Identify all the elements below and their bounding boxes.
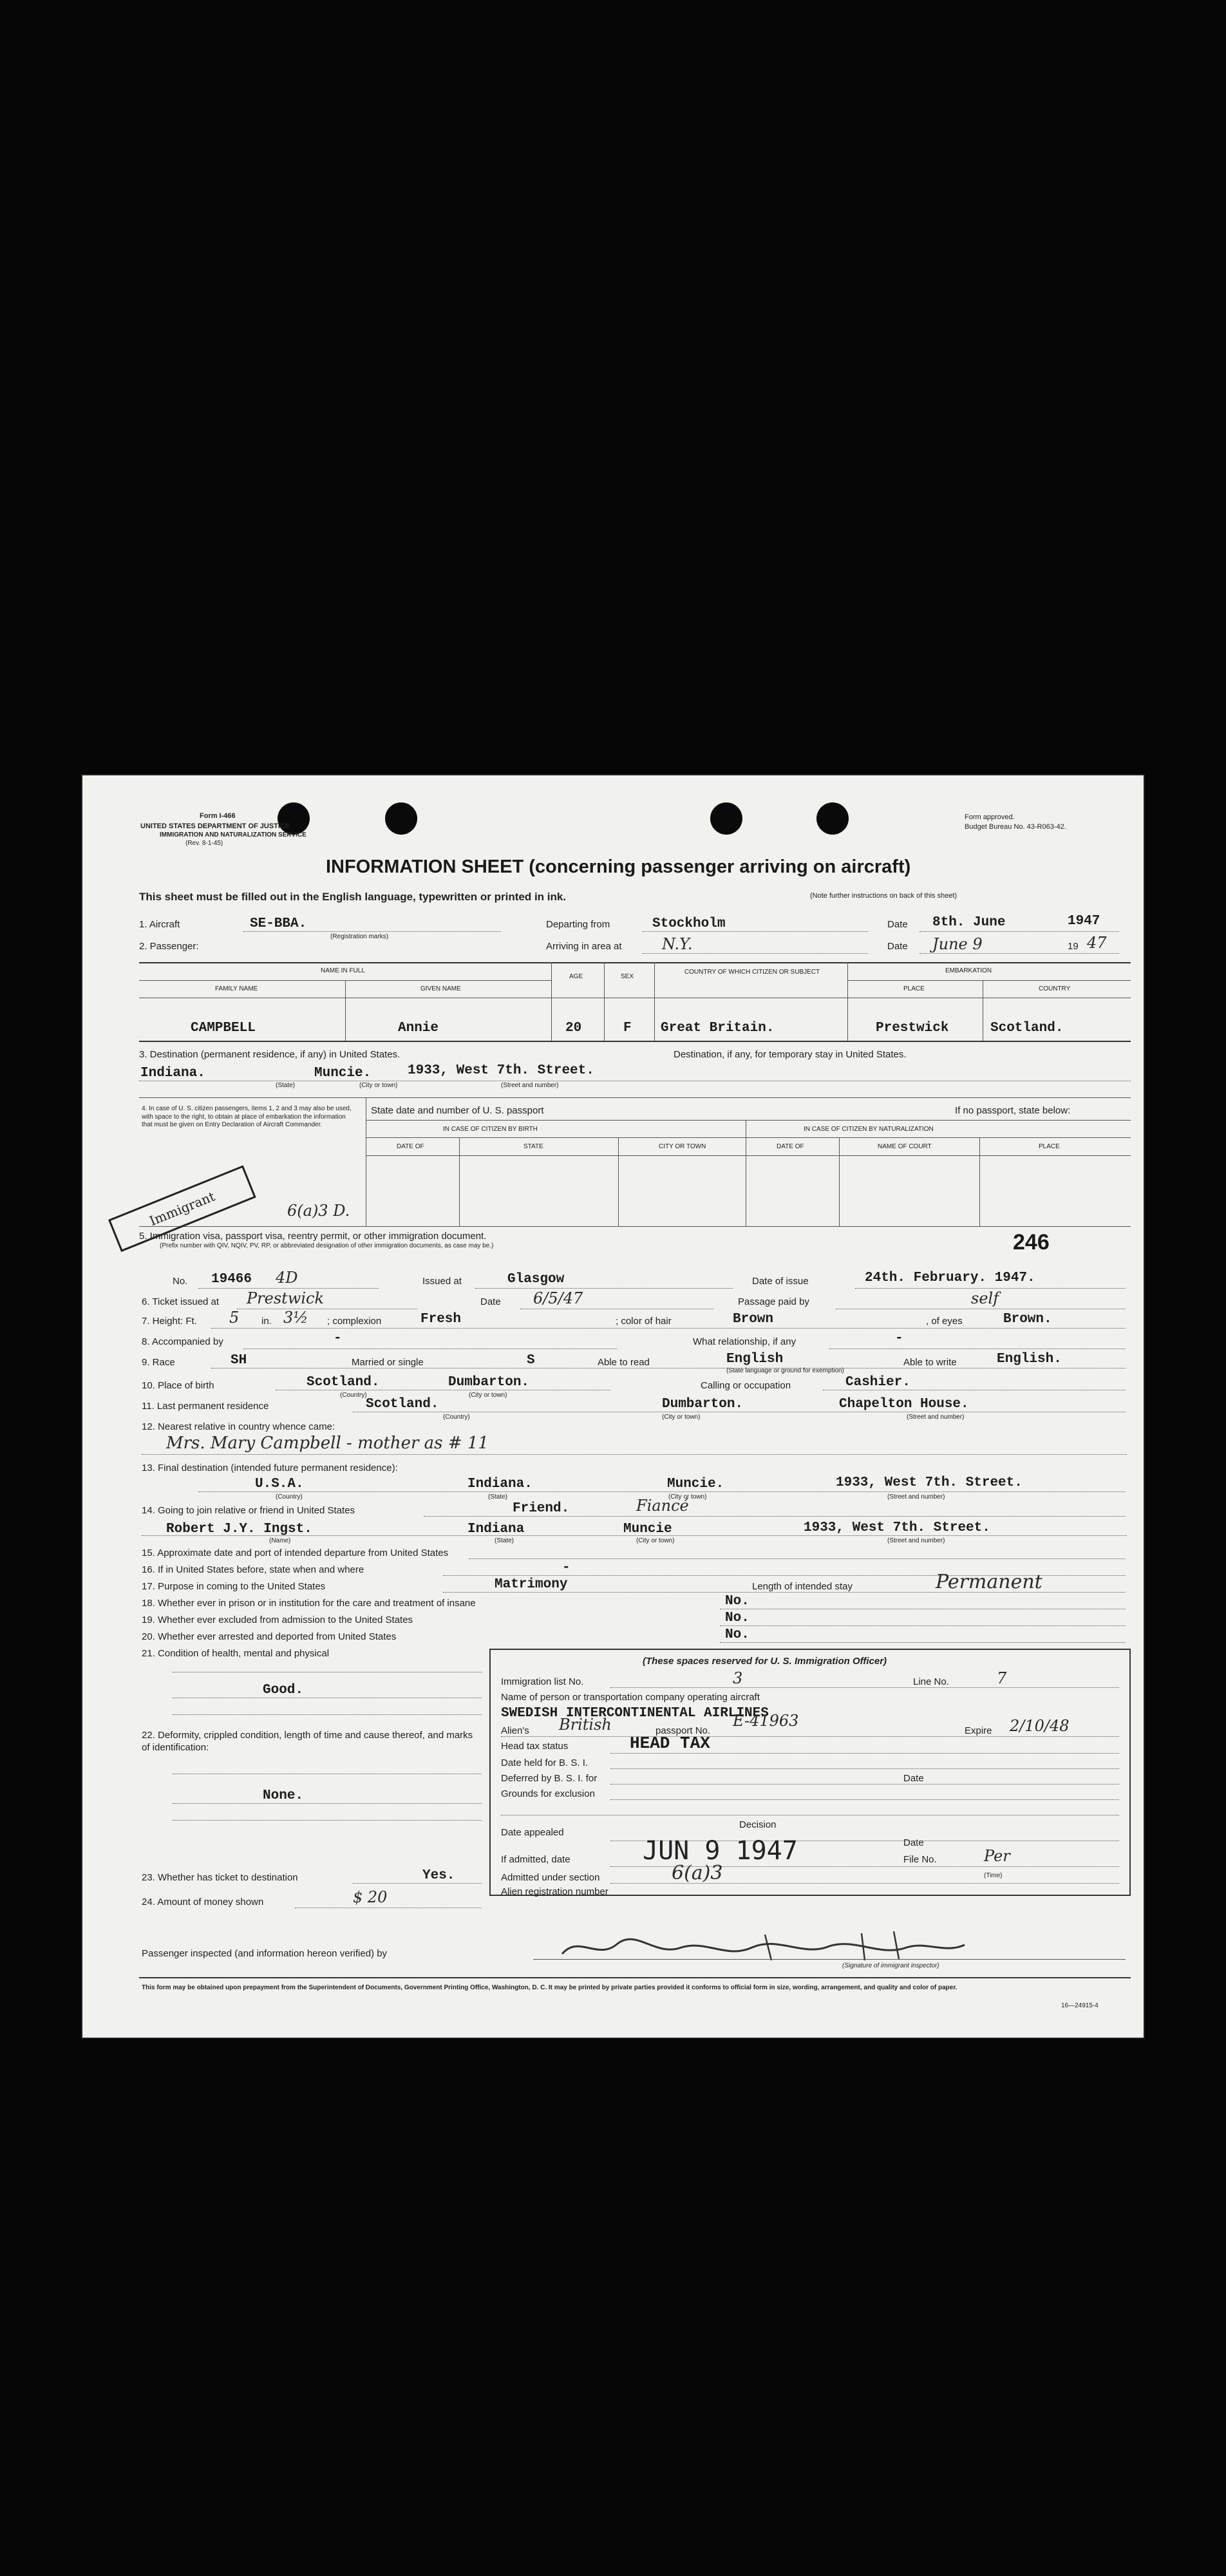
department-line: UNITED STATES DEPARTMENT OF JUSTICE: [140, 822, 290, 830]
visa-class-handwritten: 6(a)3 D.: [287, 1202, 350, 1220]
visa-issued-at: Glasgow: [507, 1272, 565, 1287]
height-feet: 5: [229, 1309, 240, 1327]
ticket-to-destination: Yes.: [422, 1868, 455, 1883]
final-city: Muncie.: [667, 1477, 724, 1492]
embarkation-place: Prestwick: [876, 1021, 949, 1036]
departure-year: 1947: [1068, 914, 1100, 929]
friend-street: 1933, West 7th. Street.: [804, 1520, 990, 1535]
immigration-list-no: 3: [733, 1669, 743, 1687]
able-to-read: English: [726, 1352, 784, 1367]
ticket-date: 6/5/47: [533, 1289, 583, 1307]
aircraft-label: 1. Aircraft: [139, 919, 180, 930]
arrival-area: N.Y.: [662, 935, 693, 953]
file-no: Per: [984, 1847, 1010, 1865]
able-to-write: English.: [997, 1352, 1062, 1367]
health-condition: Good.: [263, 1683, 304, 1698]
budget-bureau: Budget Bureau No. 43-R063-42.: [965, 823, 1066, 831]
sex: F: [623, 1021, 632, 1036]
destination-street: 1933, West 7th. Street.: [408, 1063, 594, 1078]
departing-value: Stockholm: [652, 916, 726, 931]
final-state: Indiana.: [467, 1477, 533, 1492]
complexion: Fresh: [420, 1312, 462, 1327]
length-of-stay: Permanent: [936, 1571, 1042, 1593]
marital-status: S: [527, 1353, 535, 1368]
footer-code: 16—24915-4: [1061, 2002, 1099, 2009]
friend-name: Robert J.Y. Ingst.: [166, 1522, 312, 1537]
instructions: This sheet must be filled out in the English language, typewritten or printed in ink.: [139, 891, 567, 903]
passage-paid-by: self: [971, 1289, 999, 1307]
embarkation-country: Scotland.: [990, 1021, 1064, 1036]
relation-handwritten: Fiancé: [636, 1497, 689, 1515]
form-approved: Form approved.: [965, 813, 1015, 821]
instructions-note: (Note further instructions on back of this sheet): [810, 892, 957, 900]
admitted-section: 6(a)3: [672, 1862, 723, 1884]
page-title: INFORMATION SHEET (concerning passenger arriving on aircraft): [326, 857, 911, 877]
immigrant-rubber-stamp: Immigrant: [108, 1165, 256, 1252]
last-residence-street: Chapelton House.: [839, 1397, 969, 1412]
last-residence-city: Dumbarton.: [662, 1397, 744, 1412]
hair-color: Brown: [733, 1312, 774, 1327]
footer-text: This form may be obtained upon prepayment from the Superintendent of Documents, Government Printing Office, Washington, D. C. It may be printed by private parties provided it conforms to official form in size, wording, arrangement, and quality and color of paper.: [142, 1984, 957, 1991]
height-inches: 3½: [283, 1309, 308, 1327]
officer-reserved-box: [489, 1649, 1131, 1896]
age: 20: [565, 1021, 582, 1036]
passport-expire: 2/10/48: [1010, 1717, 1070, 1735]
visa-number: 19466: [211, 1272, 252, 1287]
birth-city: Dumbarton.: [448, 1375, 530, 1390]
eye-color: Brown.: [1003, 1312, 1052, 1327]
carrier-name: SWEDISH INTERCONTINENTAL AIRLINES: [501, 1706, 769, 1721]
punch-hole: [710, 802, 742, 835]
passport-number: E-41963: [733, 1712, 799, 1730]
final-country: U.S.A.: [255, 1477, 304, 1492]
friend-city: Muncie: [623, 1522, 672, 1537]
occupation: Cashier.: [845, 1375, 910, 1390]
service-line: IMMIGRATION AND NATURALIZATION SERVICE: [160, 831, 306, 838]
admission-date-stamp: JUN 9 1947: [643, 1836, 798, 1866]
punch-hole: [385, 802, 417, 835]
revision-date: (Rev. 8-1-45): [185, 840, 223, 847]
relation: Friend.: [513, 1501, 570, 1516]
inspector-signature: [559, 1928, 971, 1967]
information-sheet-document: Form I-466 UNITED STATES DEPARTMENT OF JUSTICE IMMIGRATION AND NATURALIZATION SERVICE (Rev. 8-1-45) Form approved. Budget Bureau No. 43-R063-42. INFORMATION SHEET (concerning passenger arriving on aircraft) This sheet must be filled out in the English language, typewritten or printed in ink. (Note further instructions on back of this sheet) 1. Aircraft SE-BBA. (Registration marks) Departing from Stockholm Date 8th. June 1947 2. Passenger: Arriving in area at N.Y. Date June 9 19 47 NAME IN FULL FAMILY NAME GIVEN NAME AGE SEX COUNTRY OF WHICH CITIZEN OR SUBJECT EMBARKATION PLACE COUNTRY CAMPBELL Annie 20 F Great Britain. Prestwick Scotland. 3. Destination (permanent residence, if any) in United States. Destination, if any, for temporary stay in United States. Indiana. Muncie. 1933, West 7th. Street. (State) (City or town) (Street and number) 4. In case of U. S. citizen passengers, items 1, 2 and 3 may also be used, with space to the right, to obtain at place of embarkation the information that must be given on Entry Declaration of Aircraft Commander. State date and number of U. S. passport If no passport, state below: IN CASE OF CITIZEN BY BIRTH IN CASE OF CITIZEN BY NATURALIZATION DATE OF STATE CITY OR TOWN DATE OF NAME OF COURT PLACE 6(a)3 D. 5. Immigration visa, passport visa, reentry permit, or other immigration document. (Prefix number with QIV, NQIV, PV, RP, or abbreviated designation of other immigration documents, as case may be.) 246 Immigrant No. 19466 4D Issued at Glasgow Date of issue 24th. February. 1947. 6. Ticket issued at Prestwick Date 6/5/47 Passage paid by self 7. Height: Ft. 5 in. 3½ ; complexion Fresh ; color of hair Brown , of eyes Brown. 8. Accompanied by - What relationship, if any - 9. Race SH Married or single S Able to read English (State language or ground for exemption) Able to write English. 10. Place of birth Scotland. Dumbarton. (Country) (City or town) Calling or occupation Cashier. 11. Last permanent residence Scotland. Dumbarton. Chapelton House. (Country) (City or town) (Street and number) 12. Nearest relative in country whence came: Mrs. Mary Campbell - mother as # 11 13. Final destination (intended future permanent residence): U.S.A. Indiana. Muncie. 1933, West 7th. Street. (Country) (State) (City or town) (Street and number) 14. Going to join relative or friend in United States Friend. Fiancé Robert J.Y. Ingst. Indiana Muncie 1933, West 7th. Street. (Name) (State) (City or town) (Street and number) 15. Approximate date and port of intended departure from United States 16. If in United States before, state when and where - 17. Purpose in coming to the United States Matrimony Length of intended stay Permanent 18. Whether ever in prison or in institution for the care and treatment of insane No. 19. Whether ever excluded from admission to the United States No. 20. Whether ever arrested and deported from United States No. (These spaces reserved for U. S. Immigration Officer) Immigration list No. 3 Line No. 7 Name of person or transportation company operating aircraft SWEDISH INTERCONTINENTAL AIRLINES Alien's British passport No. E-41963 Expire 2/10/48 Head tax status HEAD TAX Date held for B. S. I. Deferred by B. S. I. for Date Grounds for exclusion Decision Date appealed Date If admitted, date JUN 9 1947 File No. Per Admitted under section 6(a)3 (Time) Alien registration number 21. Condition of health, mental and physical Good. 22. Deformity, crippled condition, length of time and cause thereof, and marks of identification: None. 23. Whether has ticket to destination Yes. 24. Amount of money shown $ 20 Passenger inspected (and information hereon verified) by (Signature of immigrant inspector) This form may be obtained upon prepayment from the Superintendent of Documents, Government Printing Office, Washington, D. C. It may be printed by private parties provided it conforms to official form in size, wording, arrangement, and quality and color of paper. 16—24915-4: [82, 775, 1144, 2038]
line-no: 7: [997, 1669, 1007, 1687]
money-shown: $ 20: [353, 1888, 388, 1906]
form-number: Form I-466: [200, 812, 236, 820]
last-residence-country: Scotland.: [366, 1397, 439, 1412]
aircraft-value: SE-BBA.: [250, 916, 307, 931]
document-number: 246: [1013, 1230, 1050, 1255]
given-name: Annie: [398, 1021, 439, 1036]
departure-date: 8th. June: [932, 915, 1006, 930]
citizenship: Great Britain.: [661, 1021, 775, 1036]
family-name: CAMPBELL: [191, 1021, 256, 1036]
head-tax-stamp: HEAD TAX: [630, 1734, 710, 1753]
destination-city: Muncie.: [314, 1066, 372, 1081]
nearest-relative: Mrs. Mary Campbell - mother as # 11: [166, 1434, 489, 1453]
race: SH: [231, 1353, 247, 1368]
purpose: Matrimony: [495, 1577, 568, 1592]
punch-hole: [816, 802, 849, 835]
visa-date-of-issue: 24th. February. 1947.: [865, 1271, 1035, 1285]
friend-state: Indiana: [467, 1522, 525, 1537]
departing-label: Departing from: [546, 919, 610, 930]
arrival-date: June 9: [932, 935, 983, 953]
ticket-issued-at: Prestwick: [247, 1289, 324, 1307]
birth-country: Scotland.: [306, 1375, 380, 1390]
final-street: 1933, West 7th. Street.: [836, 1475, 1023, 1490]
deformity: None.: [263, 1788, 304, 1803]
destination-state: Indiana.: [140, 1066, 205, 1081]
